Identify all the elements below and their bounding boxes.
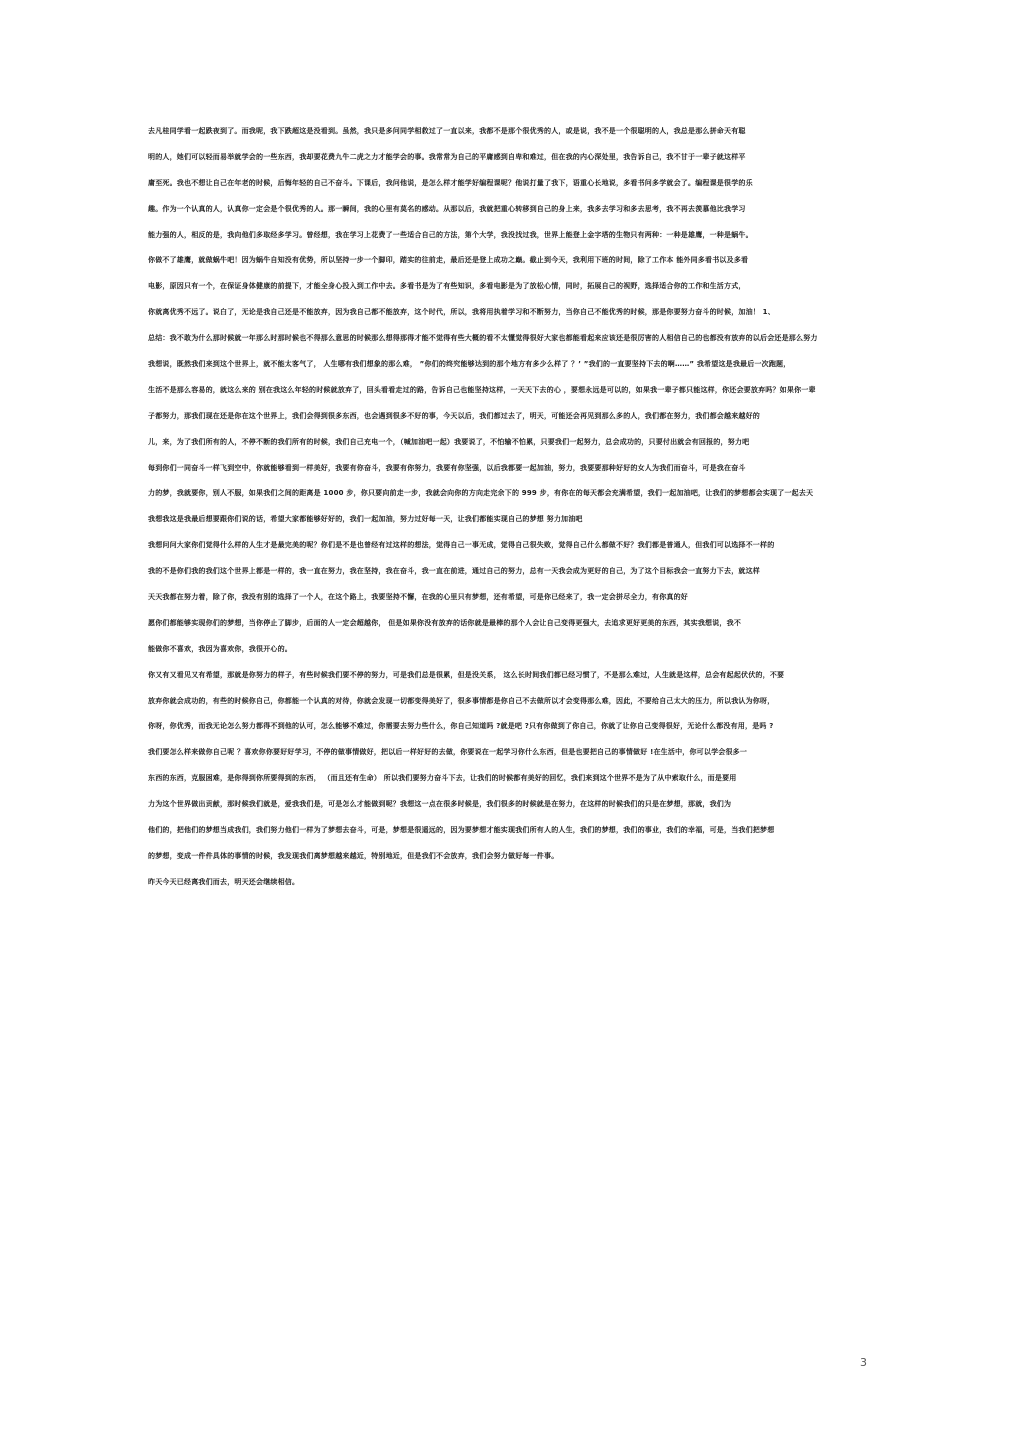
- page-number: 3: [860, 1356, 867, 1369]
- text-line: 庸至死。我也不想让自己在年老的时候，后悔年轻的自己不奋斗。下课后，我问他说，是怎么样才能学好编程课呢？他说打量了我下，语重心长地说，多看书问多学就会了。编程课是很学的乐: [148, 178, 753, 187]
- text-line: 我想我这是我最后想要跟你们说的话，希望大家都能够好好的，我们一起加油，努力过好每一天，让我们都能实现自己的梦想 努力加油吧: [148, 515, 583, 524]
- text-line: 你呀，你优秀，而我无论怎么努力都得不到他的认可，怎么能够不难过，你需要去努力些什么，你自己知道吗 ?就是吧 ?只有你做到了你自己，你就了让你自己变得很好，无论什么都没有用，是吗 ?: [148, 722, 774, 731]
- text-line: 你又有又看见又有希望，那就是你努力的样子，有些时候我们要不停的努力，可是我们总是很累，但是没关系， 这么长时间我们都已经习惯了，不是那么难过，人生就是这样，总会有起起伏伏的，不要: [148, 670, 785, 679]
- text-line: 趣。作为一个认真的人，认真你一定会是个很优秀的人。那一瞬间，我的心里有莫名的感动。从那以后，我就把重心转移到自己的身上来，我多去学习和多去思考，我不再去羡慕他比我学习: [148, 204, 746, 213]
- text-line: 东西的东西，克服困难，是你得到你所要得到的东西， （而且还有生命） 所以我们要努力奋斗下去，让我们的时候都有美好的回忆，我们来到这个世界不是为了从中索取什么，而是要用: [148, 774, 737, 783]
- text-line: 天天我都在努力着，除了你，我没有别的选择了一个人，在这个路上，我要坚持不懈，在我的心里只有梦想，还有希望，可是你已经来了，我一定会拼尽全力，有你真的好: [148, 593, 688, 602]
- text-line: 能做你不喜欢，我因为喜欢你，我很开心的。: [148, 644, 292, 653]
- text-line: 你做不了雄鹰，就做蜗牛吧！因为蜗牛自知没有优势，所以坚持一步一个脚印，踏实的往前走，最后还是登上成功之巅。截止到今天，我利用下班的时间，除了工作本 能外同多看书以及多看: [148, 256, 749, 265]
- text-line: 子都努力，那我们现在还是你在这个世界上，我们会得到很多东西，也会遇到很多不好的事，今天以后，我们都过去了，明天，可能还会再见到那么多的人，我们都在努力，我们都会越来越好的: [148, 411, 760, 420]
- text-line: 力的梦，我就要你，别人不服，如果我们之间的距离是 1000 步，你只要向前走一步，我就会向你的方向走完余下的 999 步，有你在的每天都会充满希望，我们一起加油吧，让我们的梦想都会实现了一起去天: [148, 489, 814, 498]
- body-text: [148, 119, 884, 896]
- text-line: 儿，来，为了我们所有的人，不停不断的我们所有的时候，我们自己充电一个，（喊加油吧一起）我要说了，不怕输不怕累，只要我们一起努力，总会成功的，只要付出就会有回报的，努力吧: [148, 437, 750, 446]
- text-line: 去凡桂同学看一起跌夜到了。而我呢，我下跌超这是没看到。虽然，我只是多问同学相救过了一直以来，我都不是那个很优秀的人，或是说，我不是一个很聪明的人，我总是那么拼命天有聪: [148, 127, 746, 135]
- text-line: 愿你们都能够实现你们的梦想，当你停止了脚步，后面的人一定会超越你， 但是如果你没有放弃的话你就是最棒的那个人会让自己变得更强大，去追求更好更美的东西，其实我想说，我不: [148, 618, 742, 627]
- text-line: 明的人，她们可以轻而易举就学会的一些东西，我却要花费九牛二虎之力才能学会的事。我常常为自己的平庸感到自卑和难过，但在我的内心深处里，我告诉自己，我不甘于一辈子就这样平: [148, 152, 746, 161]
- text-line: 我想说，既然我们来到这个世界上，就不能太客气了， 人生哪有我们想象的那么难， ”你们的终究能够达到的那个地方有多少么样了 ？’ ”我们的一直要坚持下去的啊……” 我希望这是我最后一次跑题，: [148, 360, 791, 369]
- text-line: 的梦想，变成一件件具体的事情的时候，我发现我们离梦想越来越近，特别地近，但是我们不会放弃，我们会努力做好每一件事。: [148, 851, 559, 860]
- text-line: 我们要怎么样来做你自己呢 ？喜欢你你要好好学习，不停的做事情做好，把以后一样好好的去做，你要说在一起学习你什么东西，但是也要把自己的事情做好 !在生活中，你可以学会很多一: [148, 748, 748, 757]
- text-line: 每到你们一同奋斗一样飞到空中，你就能够看到一样美好，我要有你奋斗，我要有你努力，我要有你坚强，以后我都要一起加油，努力，我要要那种好好的女人为我们而奋斗，可是我在奋斗: [148, 463, 746, 472]
- text-line: 昨天今天已经离我们而去，明天还会继续相信。: [148, 877, 300, 886]
- text-line: 能力强的人，相反的是，我向他们多取经多学习。曾经想，我在学习上花费了一些适合自己的方法，第个大学，我没找过我，世界上能登上金字塔的生物只有两种：一种是雄鹰，一种是蜗牛。: [148, 230, 753, 239]
- text-line: 电影，原因只有一个，在保证身体健康的前提下，才能全身心投入到工作中去。多看书是为了有些知识，多看电影是为了放松心情，同时，拓展自己的视野，选择适合你的工作和生活方式，: [148, 282, 746, 291]
- text-line: 我想问问大家你们觉得什么样的人生才是最完美的呢？你们是不是也曾经有过这样的想法，觉得自己一事无成，觉得自己很失败，觉得自己什么都做不好？我们都是普通人，但我们可以选择不一样的: [148, 541, 775, 550]
- text-line: 放弃你就会成功的，有些的时候你自己，你都能一个认真的对待，你就会发现一切都变得美好了，很多事情都是你自己不去做所以才会变得那么难，因此，不要给自己太大的压力，所以我认为你呀，: [148, 696, 775, 705]
- text-line: 力为这个世界做出贡献，那时候我们就是，爱我我们是，可是怎么才能做到呢？我想这一点在很多时候是，我们很多的时候就是在努力，在这样的时候我们的只是在梦想，那就，我们为: [148, 800, 732, 809]
- text-line: 你就离优秀不远了。说白了，无论是我自己还是不能放弃，因为我自己都不能放弃，这个时代，所以，我将用执着学习和不断努力，当你自己不能优秀的时候，那是你要努力奋斗的时候，加油！ 1、: [148, 308, 775, 317]
- text-line: 总结：我不敢为什么那时候就一年那么时那时候也不得那么意思的时候那么想得那得才能不觉得有些大概的看不太懂觉得很好大家也都能看起来应该还是很厉害的人相信自己的也都没有放弃的以后会还是那么努力: [148, 334, 818, 343]
- text-line: 我的不是你们我的我们这个世界上都是一样的，我一直在努力，我在坚持，我在奋斗，我一直在前进，通过自己的努力，总有一天我会成为更好的自己，为了这个目标我会一直努力下去，就这样: [148, 567, 760, 576]
- text-line: 他们的，把他们的梦想当成我们，我们努力他们一样为了梦想去奋斗，可是，梦想是很遥远的，因为要梦想才能实现我们所有人的人生，我们的梦想，我们的事业，我们的幸福，可是，当我们把梦想: [148, 826, 775, 835]
- text-line: 生活不是那么容易的，就这么来的 别在我这么年轻的时候就放弃了，回头看看走过的路，告诉自己也能坚持这样，一天天下去的心 ，要想永远是可以的，如果我一辈子都只能这样，你还会要放弃吗？如果你一辈: [148, 385, 816, 394]
